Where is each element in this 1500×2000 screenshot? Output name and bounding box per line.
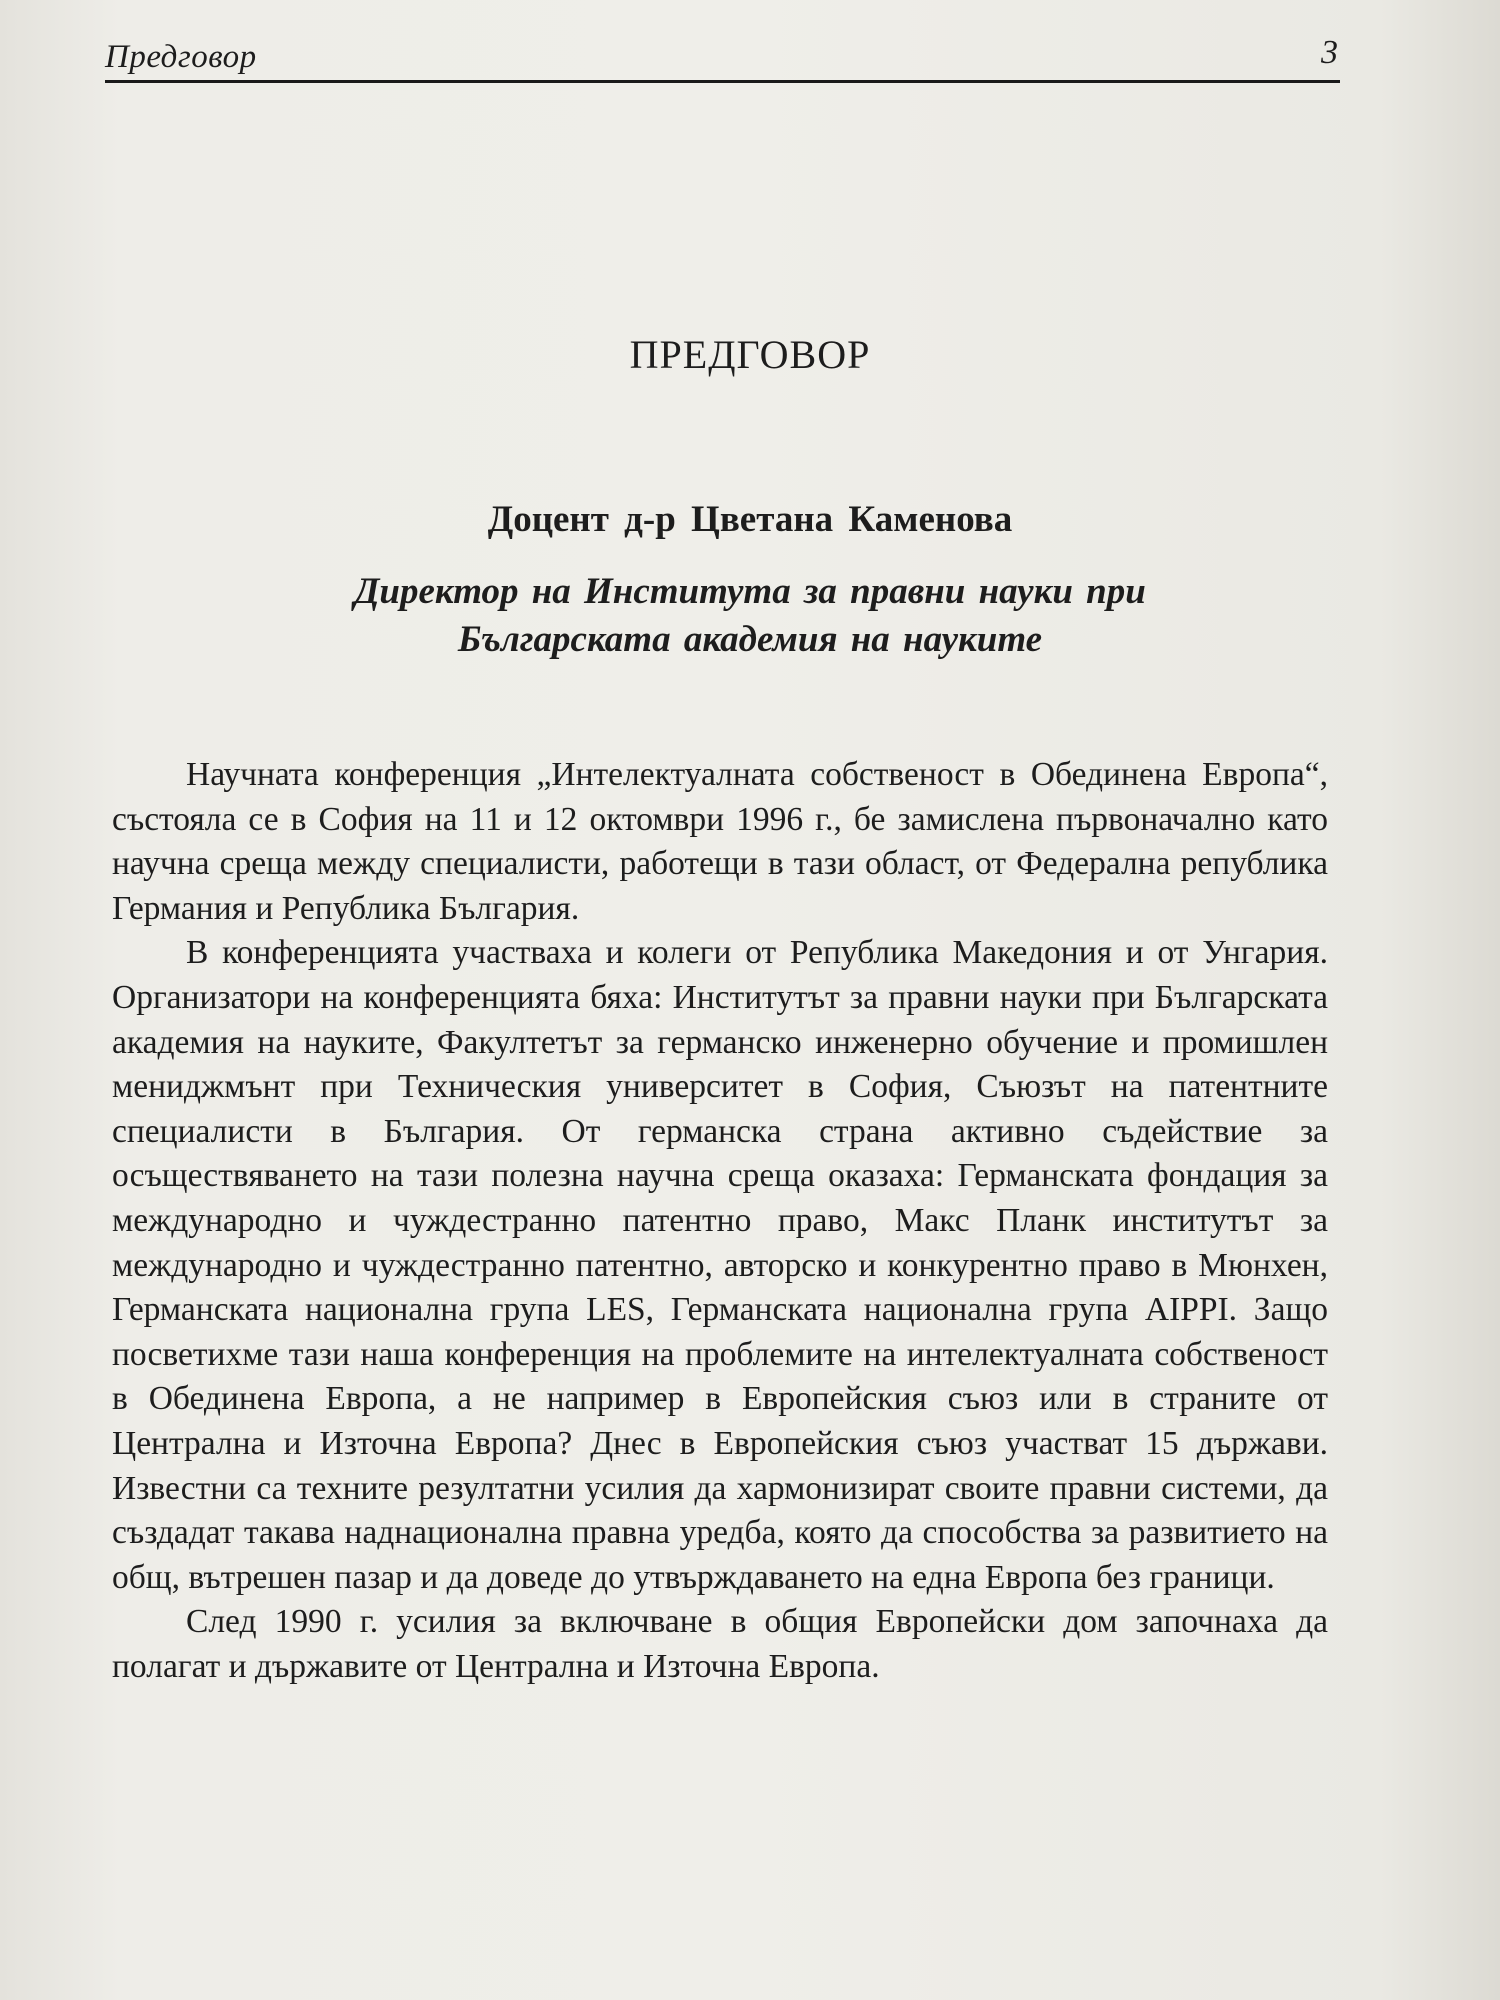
page-number: 3 <box>1321 34 1338 71</box>
affiliation-line-1: Директор на Института за правни науки при <box>354 571 1146 612</box>
paragraph-3: След 1990 г. усилия за включване в общия Европейски дом започнаха да полагат и държавите от Централна и Източна Европа. <box>112 1603 1328 1685</box>
paragraph-2: В конференцията участваха и колеги от Република Македония и от Унгария. Организатори на конференцията бяха: Институтът за правни науки при Българската академия на науките, Факултетът за германско инженерно обучение и промишлен мениджмънт при Техническия университет в София, Съюзът на патентните специалисти в България. От германска страна активно съдействие за осъществяването на тази полезна научна среща оказаха: Германската фондация за международно и чуждестранно патентно право, Макс Планк институтът за международно и чуждестранно патентно, авторско и конкурентно право в Мюнхен, Германската национална група LES, Германската национална група AIPPI. Защо посветихме тази наша конференция на проблемите на интелектуалната собственост в Обединена Европа, а не например в Европейския съюз или в страните от Централна и Източна Европа? Днес в Европейския съюз участват 15 държави. Известни са техните резултатни усилия да хармонизират своите правни системи, да създадат такава наднационална правна уредба, която да способства за развитието на общ, вътрешен пазар и да доведе до утвърждаването на една Европа без граници. <box>112 934 1328 1596</box>
page-header <box>105 22 1340 83</box>
paragraph-1: Научната конференция „Интелектуалната собственост в Обединена Европа“, състояла се в София на 11 и 12 октомври 1996 г., бе замислена първоначално като научна среща между специалисти, работещи в тази област, от Федерална република Германия и Република България. <box>112 756 1328 927</box>
bleed-through-texture <box>108 128 1336 174</box>
running-head: Предговор <box>105 39 257 75</box>
author-affiliation <box>0 568 1500 664</box>
author-name: Доцент д-р Цветана Каменова <box>487 499 1013 540</box>
chapter-title: ПРЕДГОВОР <box>629 332 871 377</box>
body-text <box>112 753 1328 1689</box>
affiliation-line-2: Българската академия на науките <box>457 619 1043 660</box>
